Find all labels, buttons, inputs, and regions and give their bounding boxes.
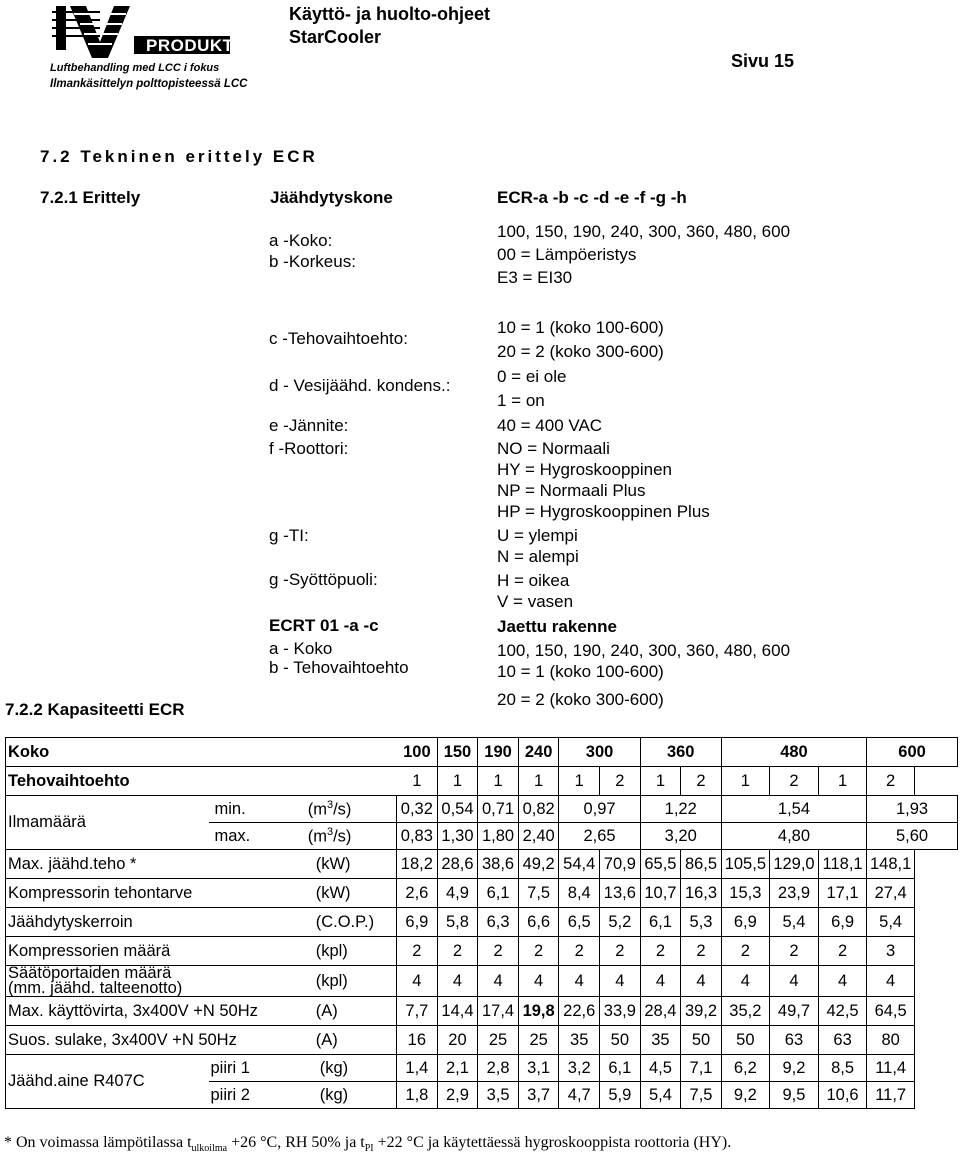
- teho-cell: 1: [518, 767, 559, 796]
- piiri1-label: piiri 1: [209, 1055, 306, 1082]
- piiri2-cell: 9,5: [769, 1082, 818, 1109]
- spec-value-a-1: 100, 150, 190, 240, 300, 360, 480, 600: [497, 222, 791, 241]
- value-cell: 18,2: [397, 850, 438, 879]
- page-number: Sivu 15: [731, 51, 795, 71]
- row-label: [6, 1026, 306, 1055]
- spec-label-g-syotto: g -Syöttöpuoli:: [269, 570, 378, 589]
- row-label: [6, 966, 306, 997]
- teho-cell: 1: [721, 767, 769, 796]
- jaahd-unit: (kg): [306, 1082, 397, 1109]
- value-cell: 4: [397, 966, 438, 997]
- piiri1-cell: 7,1: [681, 1055, 722, 1082]
- ilma-max-cell: 0,83: [397, 823, 438, 850]
- piiri2-cell: 7,5: [681, 1082, 722, 1109]
- ilma-max-cell: 1,30: [437, 823, 478, 850]
- spec-value-g-syotto-2: V = vasen: [497, 592, 574, 611]
- value-cell: 6,9: [819, 908, 867, 937]
- value-cell: 4: [478, 966, 519, 997]
- spec-value-e-1: 40 = 400 VAC: [497, 416, 603, 435]
- piiri2-cell: 9,2: [721, 1082, 769, 1109]
- value-cell: 2: [397, 937, 438, 966]
- koko-cell: 480: [721, 738, 866, 767]
- unit-post: /s): [333, 827, 352, 846]
- value-cell: 4: [600, 966, 641, 997]
- piiri1-cell: 9,2: [769, 1055, 818, 1082]
- spec-label-f: f -Roottori:: [269, 439, 349, 458]
- spec-value-g-ti-2: N = alempi: [497, 547, 579, 566]
- value-cell: 14,4: [437, 997, 478, 1026]
- spec-label-d: d - Vesijäähd. kondens.:: [269, 376, 451, 395]
- subsection-2-heading: 7.2.2 Kapasiteetti ECR: [5, 700, 185, 719]
- value-cell: 4: [559, 966, 600, 997]
- value-cell: 4: [681, 966, 722, 997]
- value-cell: 4: [721, 966, 769, 997]
- footnote: [4, 1134, 731, 1154]
- value-cell: 2: [478, 937, 519, 966]
- value-cell: 2: [640, 937, 681, 966]
- piiri2-cell: 3,5: [478, 1082, 519, 1109]
- row-label: [6, 850, 306, 879]
- piiri2-cell: 4,7: [559, 1082, 600, 1109]
- spec-value-d-1: 0 = ei ole: [497, 367, 567, 386]
- value-cell: 6,9: [721, 908, 769, 937]
- row-unit: (kpl): [306, 937, 397, 966]
- table-row: [6, 879, 958, 908]
- value-cell: 19,8: [518, 997, 559, 1026]
- row-unit: (A): [306, 997, 397, 1026]
- value-cell: 20: [437, 1026, 478, 1055]
- value-cell: 4,9: [437, 879, 478, 908]
- teho-cell: 2: [769, 767, 818, 796]
- row-label: [6, 937, 306, 966]
- logo-tagline-2: Ilmankäsittelyn polttopisteessä LCC: [50, 78, 248, 90]
- value-cell: 4: [769, 966, 818, 997]
- table-row: [6, 1026, 958, 1055]
- ilma-label-text: Ilmamäärä: [8, 813, 86, 831]
- ilma-label: [6, 796, 209, 850]
- value-cell: 2: [437, 937, 478, 966]
- koko-cell: 150: [437, 738, 478, 767]
- value-cell: 7,7: [397, 997, 438, 1026]
- table-row: [6, 850, 958, 879]
- value-cell: 6,1: [640, 908, 681, 937]
- ecrt-title: Jaettu rakenne: [497, 617, 617, 636]
- value-cell: 25: [478, 1026, 519, 1055]
- value-cell: 22,6: [559, 997, 600, 1026]
- piiri1-cell: 6,2: [721, 1055, 769, 1082]
- table-row-ilma-min: [6, 796, 958, 823]
- logo-tagline-1: Luftbehandling med LCC i fokus: [50, 62, 220, 74]
- teho-label: Tehovaihtoehto: [6, 767, 397, 796]
- footnote-sub: ulkoilma: [191, 1143, 228, 1154]
- row-label-text: Suos. sulake, 3x400V +N 50Hz: [8, 1030, 237, 1049]
- value-cell: 35,2: [721, 997, 769, 1026]
- value-cell: 6,3: [478, 908, 519, 937]
- value-cell: 2: [769, 937, 818, 966]
- value-cell: 39,2: [681, 997, 722, 1026]
- value-cell: 6,9: [397, 908, 438, 937]
- company-logo: [50, 2, 248, 94]
- value-cell: 17,4: [478, 997, 519, 1026]
- spec-value-f-1: NO = Normaali: [497, 439, 610, 458]
- value-cell: 50: [681, 1026, 722, 1055]
- subsection-1-label: Jäähdytyskone: [270, 188, 393, 207]
- teho-cell: 1: [437, 767, 478, 796]
- ilma-unit: [306, 796, 397, 823]
- table-row: [6, 937, 958, 966]
- value-cell: 50: [721, 1026, 769, 1055]
- value-cell: 50: [600, 1026, 641, 1055]
- jaahd-label: Jäähd.aine R407C: [6, 1055, 209, 1109]
- row-unit: (C.O.P.): [306, 908, 397, 937]
- value-cell: 3: [867, 937, 915, 966]
- value-cell: 63: [819, 1026, 867, 1055]
- spec-value-f-2: HY = Hygroskooppinen: [497, 460, 672, 479]
- ilma-max-label: max.: [209, 823, 306, 850]
- value-cell: 64,5: [867, 997, 915, 1026]
- value-cell: 2: [819, 937, 867, 966]
- ilma-min-cell: 0,32: [397, 796, 438, 823]
- spec-label-g-ti: g -TI:: [269, 526, 309, 545]
- value-cell: 27,4: [867, 879, 915, 908]
- table-row-koko: [6, 738, 958, 767]
- footnote-part: +26 °C, RH 50% ja t: [227, 1134, 365, 1151]
- spec-value-b-1: 00 = Lämpöeristys: [497, 245, 637, 264]
- teho-cell: 1: [559, 767, 600, 796]
- row-unit: (A): [306, 1026, 397, 1055]
- piiri2-cell: 1,8: [397, 1082, 438, 1109]
- piiri1-cell: 3,2: [559, 1055, 600, 1082]
- ecrt-b-value-1: 10 = 1 (koko 100-600): [497, 662, 664, 681]
- teho-cell: 2: [681, 767, 722, 796]
- value-cell: 129,0: [769, 850, 818, 879]
- spec-value-f-3: NP = Normaali Plus: [497, 481, 646, 500]
- teho-cell: 2: [600, 767, 641, 796]
- value-cell: 16: [397, 1026, 438, 1055]
- ecrt-label: ECRT 01 -a -c: [269, 616, 379, 635]
- spec-value-c-2: 20 = 2 (koko 300-600): [497, 342, 664, 361]
- ecrt-b-value-2: 20 = 2 (koko 300-600): [497, 690, 664, 709]
- table-row: [6, 908, 958, 937]
- value-cell: 17,1: [819, 879, 867, 908]
- ilma-min-cell: 1,54: [721, 796, 866, 823]
- value-cell: 49,7: [769, 997, 818, 1026]
- ilma-unit: [306, 823, 397, 850]
- value-cell: 118,1: [819, 850, 867, 879]
- ecrt-b-label: b - Tehovaihtoehto: [269, 658, 409, 677]
- ecrt-a-value: 100, 150, 190, 240, 300, 360, 480, 600: [497, 641, 791, 660]
- value-cell: 16,3: [681, 879, 722, 908]
- spec-label-e: e -Jännite:: [269, 416, 349, 435]
- ilma-min-label: min.: [209, 796, 306, 823]
- piiri1-cell: 11,4: [867, 1055, 915, 1082]
- value-cell: 6,6: [518, 908, 559, 937]
- ilma-max-cell: 4,80: [721, 823, 866, 850]
- value-cell: 28,4: [640, 997, 681, 1026]
- table-row: [6, 966, 958, 997]
- unit-pre: (m: [307, 827, 327, 846]
- row-label: [6, 908, 306, 937]
- value-cell: 28,6: [437, 850, 478, 879]
- value-cell: 5,4: [769, 908, 818, 937]
- ilma-min-cell: 1,93: [867, 796, 958, 823]
- value-cell: 38,6: [478, 850, 519, 879]
- jaahd-unit: (kg): [306, 1055, 397, 1082]
- koko-cell: 190: [478, 738, 519, 767]
- value-cell: 6,1: [478, 879, 519, 908]
- ilma-min-cell: 0,82: [518, 796, 559, 823]
- spec-value-g-syotto-1: H = oikea: [497, 571, 570, 590]
- unit-sup: 3: [326, 798, 334, 811]
- row-label-text: Jäähdytyskerroin: [8, 912, 133, 931]
- value-cell: 2: [681, 937, 722, 966]
- ilma-min-cell: 0,71: [478, 796, 519, 823]
- value-cell: 10,7: [640, 879, 681, 908]
- row-label: [6, 997, 306, 1026]
- row-label-text: Max. jäähd.teho *: [8, 854, 137, 873]
- ilma-min-cell: 1,22: [640, 796, 721, 823]
- spec-label-a: a -Koko:: [269, 231, 333, 250]
- spec-label-c: c -Tehovaihtoehto:: [269, 329, 408, 348]
- value-cell: 2: [600, 937, 641, 966]
- spec-value-b-2: E3 = EI30: [497, 268, 573, 287]
- value-cell: 2: [559, 937, 600, 966]
- piiri1-cell: 6,1: [600, 1055, 641, 1082]
- spec-value-g-ti-1: U = ylempi: [497, 526, 578, 545]
- unit-sup: 3: [326, 825, 334, 838]
- row-label: [6, 879, 306, 908]
- section-heading: 7.2 Tekninen erittely ECR: [40, 147, 318, 166]
- row-unit: (kW): [306, 879, 397, 908]
- table-row-jaahd-piiri1: [6, 1055, 958, 1082]
- product-name: StarCooler: [289, 27, 382, 47]
- row-label-text: Säätöportaiden määrä: [8, 965, 172, 982]
- piiri1-cell: 2,8: [478, 1055, 519, 1082]
- value-cell: 86,5: [681, 850, 722, 879]
- value-cell: 25: [518, 1026, 559, 1055]
- value-cell: 2,6: [397, 879, 438, 908]
- value-cell: 5,8: [437, 908, 478, 937]
- ilma-max-cell: 2,65: [559, 823, 640, 850]
- piiri2-label: piiri 2: [209, 1082, 306, 1109]
- doc-title: Käyttö- ja huolto-ohjeet: [289, 4, 490, 24]
- value-cell: 33,9: [600, 997, 641, 1026]
- value-cell: 4: [819, 966, 867, 997]
- value-cell: 13,6: [600, 879, 641, 908]
- value-cell: 105,5: [721, 850, 769, 879]
- ilma-max-cell: 5,60: [867, 823, 958, 850]
- footnote-part: +22 °C ja käytettäessä hygroskooppista roottoria (HY).: [373, 1134, 732, 1151]
- piiri2-cell: 2,9: [437, 1082, 478, 1109]
- value-cell: 70,9: [600, 850, 641, 879]
- koko-cell: 240: [518, 738, 559, 767]
- value-cell: 63: [769, 1026, 818, 1055]
- ilma-max-cell: 1,80: [478, 823, 519, 850]
- value-cell: 4: [518, 966, 559, 997]
- spec-label-b: b -Korkeus:: [269, 252, 356, 271]
- value-cell: 80: [867, 1026, 915, 1055]
- value-cell: 54,4: [559, 850, 600, 879]
- value-cell: 5,3: [681, 908, 722, 937]
- value-cell: 2: [518, 937, 559, 966]
- teho-cell: 1: [397, 767, 438, 796]
- piiri1-cell: 2,1: [437, 1055, 478, 1082]
- unit-pre: (m: [307, 800, 327, 819]
- value-cell: 35: [559, 1026, 600, 1055]
- piiri1-cell: 8,5: [819, 1055, 867, 1082]
- teho-cell: 1: [819, 767, 867, 796]
- koko-label: Koko: [6, 738, 397, 767]
- table-row: [6, 997, 958, 1026]
- piiri2-cell: 11,7: [867, 1082, 915, 1109]
- footnote-part: * On voimassa lämpötilassa t: [4, 1134, 192, 1151]
- value-cell: 15,3: [721, 879, 769, 908]
- value-cell: 4: [867, 966, 915, 997]
- piiri1-cell: 3,1: [518, 1055, 559, 1082]
- teho-cell: 1: [478, 767, 519, 796]
- value-cell: 49,2: [518, 850, 559, 879]
- value-cell: 8,4: [559, 879, 600, 908]
- row-label-text: Kompressorin tehontarve: [8, 883, 193, 902]
- teho-cell: 1: [640, 767, 681, 796]
- model-code: ECR-a -b -c -d -e -f -g -h: [497, 188, 687, 207]
- spec-value-d-2: 1 = on: [497, 391, 545, 410]
- value-cell: 65,5: [640, 850, 681, 879]
- piiri2-cell: 10,6: [819, 1082, 867, 1109]
- row-label-text: Kompressorien määrä: [8, 941, 171, 960]
- logo-word: PRODUKT: [146, 36, 234, 55]
- value-cell: 35: [640, 1026, 681, 1055]
- value-cell: 6,5: [559, 908, 600, 937]
- value-cell: 23,9: [769, 879, 818, 908]
- koko-cell: 100: [397, 738, 438, 767]
- ilma-max-cell: 2,40: [518, 823, 559, 850]
- ilma-max-cell: 3,20: [640, 823, 721, 850]
- value-cell: 7,5: [518, 879, 559, 908]
- koko-cell: 300: [559, 738, 640, 767]
- ilma-min-cell: 0,54: [437, 796, 478, 823]
- koko-cell: 360: [640, 738, 721, 767]
- value-cell: 5,2: [600, 908, 641, 937]
- footnote-sub: PI: [364, 1143, 374, 1154]
- row-unit: (kpl): [306, 966, 397, 997]
- piiri1-cell: 4,5: [640, 1055, 681, 1082]
- teho-cell: 2: [867, 767, 915, 796]
- capacity-table: [5, 737, 958, 1109]
- data-rows: [6, 850, 958, 1055]
- piiri2-cell: 5,4: [640, 1082, 681, 1109]
- table-row-teho: [6, 767, 958, 796]
- value-cell: 4: [640, 966, 681, 997]
- value-cell: 148,1: [867, 850, 915, 879]
- value-cell: 5,4: [867, 908, 915, 937]
- ilma-min-cell: 0,97: [559, 796, 640, 823]
- value-cell: 4: [437, 966, 478, 997]
- value-cell: 2: [721, 937, 769, 966]
- row-label-text: Max. käyttövirta, 3x400V +N 50Hz: [8, 1001, 258, 1020]
- unit-post: /s): [333, 800, 352, 819]
- row-unit: (kW): [306, 850, 397, 879]
- piiri2-cell: 5,9: [600, 1082, 641, 1109]
- piiri2-cell: 3,7: [518, 1082, 559, 1109]
- koko-cell: 600: [867, 738, 958, 767]
- piiri1-cell: 1,4: [397, 1055, 438, 1082]
- subsection-1-heading: 7.2.1 Erittely: [40, 188, 141, 207]
- ecrt-a-label: a - Koko: [269, 639, 333, 658]
- spec-value-c-1: 10 = 1 (koko 100-600): [497, 318, 664, 337]
- row-label-text-2: (mm. jäähd. talteenotto): [8, 979, 183, 997]
- value-cell: 42,5: [819, 997, 867, 1026]
- spec-value-f-4: HP = Hygroskooppinen Plus: [497, 502, 710, 521]
